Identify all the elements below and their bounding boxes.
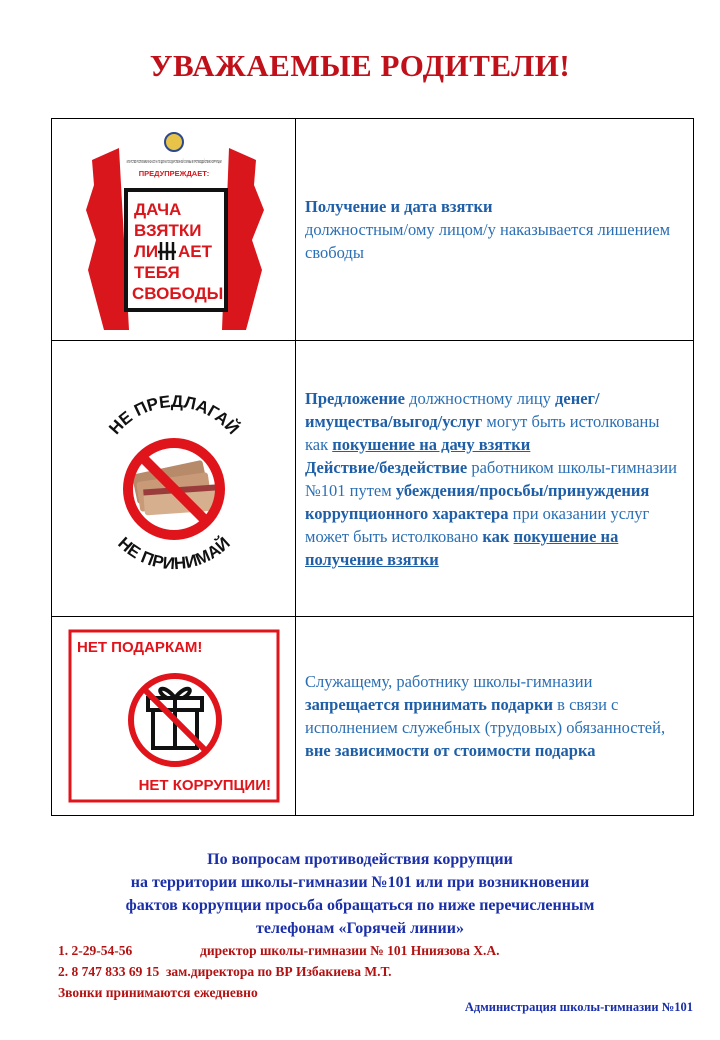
no-corruption-label: НЕТ КОРРУПЦИИ!	[138, 777, 271, 794]
poster-line-5: СВОБОДЫ	[131, 283, 223, 303]
contact-item	[58, 940, 500, 961]
contact-list	[58, 940, 500, 1003]
hotline-notice	[0, 848, 720, 940]
bribery-text: должностным/ому лицом/у наказывается лишением свободы	[305, 220, 671, 262]
goods-text: могут быть истолкованы как	[305, 411, 660, 454]
goods-bold: денег/имущества/выгод/услуг	[305, 388, 600, 431]
gifts-text-2: в связи с исполнением служебных (трудовых) обязанностей,	[305, 695, 666, 737]
no-gifts-icon	[67, 628, 281, 804]
contact-person: зам.директора по ВР Избакиева М.Т.	[166, 964, 392, 979]
no-gifts-cell	[52, 617, 296, 816]
no-bribe-cell	[52, 341, 296, 617]
table-row	[52, 617, 694, 816]
offer-bold: Предложение	[305, 388, 405, 408]
gifts-text-cell	[296, 617, 694, 816]
poster-cell	[52, 119, 296, 341]
agency-text	[126, 157, 221, 164]
action-text: работником школы-гимназии №101 путем	[305, 457, 677, 500]
contact-person: директор школы-гимназии № 101 Нниязова Х.А.	[200, 943, 500, 958]
offer-label: НЕ ПРЕДЛАГАЙ	[104, 391, 243, 438]
poster-line-3a: ЛИ	[133, 241, 158, 261]
hotline-line-1: По вопросам противодействия коррупции	[207, 851, 513, 868]
bribery-text-cell	[296, 119, 694, 341]
no-bribe-money-icon	[74, 379, 274, 579]
poster-line-3b: АЕТ	[177, 241, 212, 261]
attempt-give-bribe: покушение на дачу взятки	[332, 434, 531, 454]
offer-text: должностному лицу	[404, 388, 556, 408]
info-table	[51, 118, 694, 816]
table-row	[52, 119, 694, 341]
table-row	[52, 341, 694, 617]
warns-text: ПРЕДУПРЕЖДАЕТ:	[138, 168, 209, 178]
calls-note: Звонки принимаются ежедневно	[58, 985, 258, 1000]
hotline-line-2: на территории школы-гимназии №101 или при возникновении	[130, 874, 590, 891]
no-gifts-label: НЕТ ПОДАРКАМ!	[76, 639, 202, 656]
phone-number: 1. 2-29-54-56	[58, 943, 133, 958]
as-bold: как	[482, 526, 510, 546]
offer-text-cell	[296, 341, 694, 617]
phone-number: 2. 8 747 833 69 15	[58, 964, 160, 979]
accept-label: НЕ ПРИНИМАЙ	[113, 532, 234, 573]
coercion-text: при оказании услуг может быть истолковано	[305, 503, 650, 546]
hotline-line-3: фактов коррупции просьба обращаться по ниже перечисленным	[125, 897, 595, 914]
bribery-heading: Получение и дата взятки	[305, 197, 493, 216]
hotline-line-4: телефонам «Горячей линии»	[256, 920, 464, 937]
coercion-bold: убеждения/просьбы/принуждения коррупционного характера	[305, 480, 650, 523]
anti-bribery-poster-icon	[74, 130, 274, 330]
signature: Администрация школы-гимназии №101	[464, 1000, 693, 1014]
prison-bars-icon	[158, 242, 176, 260]
poster-line-2: ВЗЯТКИ	[133, 220, 201, 240]
attempt-receive-bribe: покушение на получение взятки	[305, 526, 619, 569]
gifts-text-1: Служащему, работнику школы-гимназии	[305, 672, 593, 691]
action-bold: Действие/бездействие	[305, 457, 468, 477]
poster-line-4: ТЕБЯ	[133, 262, 180, 282]
contact-item	[58, 961, 500, 982]
poster-line-1: ДАЧА	[133, 199, 181, 219]
page-title: УВАЖАЕМЫЕ РОДИТЕЛИ!	[149, 48, 571, 83]
gifts-ban-bold: запрещается принимать подарки	[305, 695, 554, 714]
gifts-value-bold: вне зависимости от стоимости подарка	[305, 741, 596, 760]
